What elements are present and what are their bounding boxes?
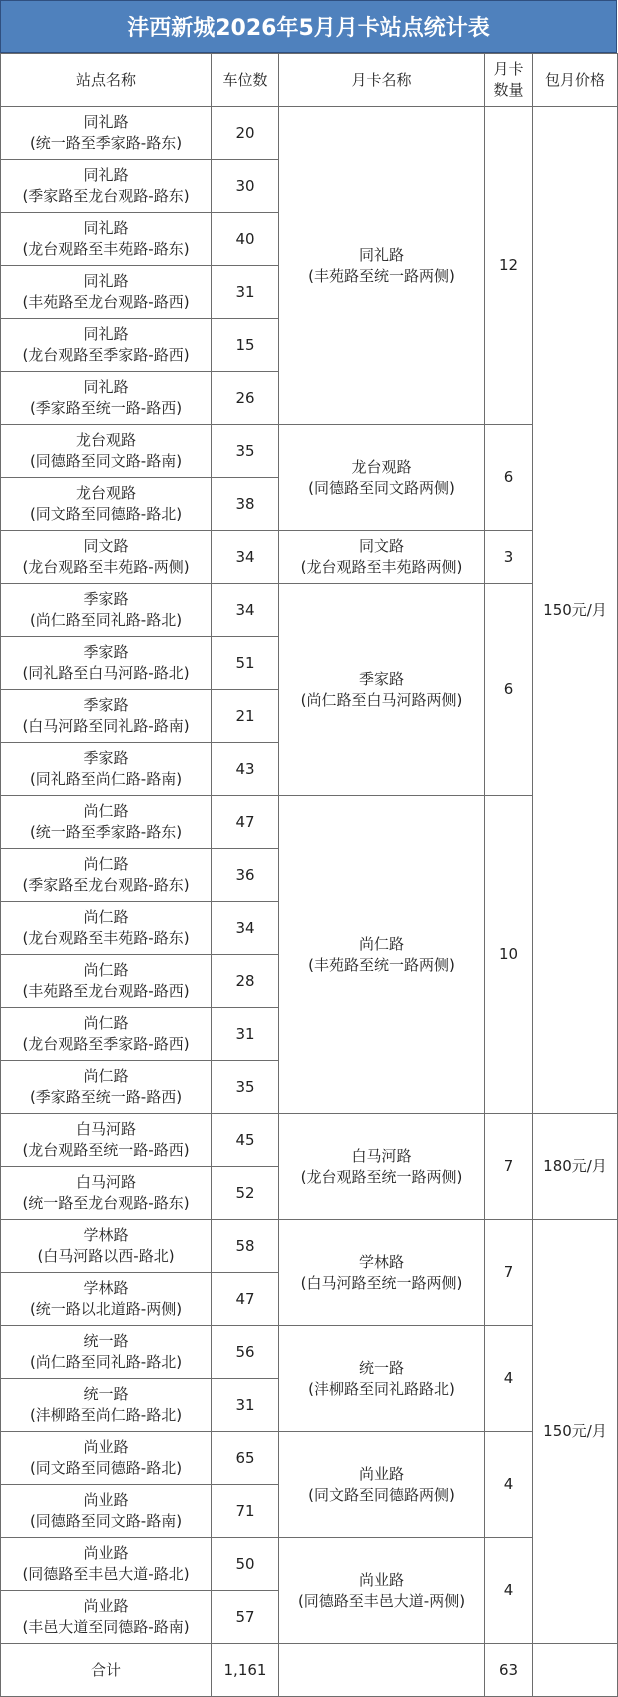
station-name: 尚业路 — [83, 1438, 129, 1456]
card-name-cell — [279, 107, 485, 425]
card-section: (丰苑路至统一路两侧) — [308, 955, 455, 974]
station-name-cell — [1, 849, 212, 902]
spaces-cell: 30 — [212, 160, 279, 213]
card-count-cell: 4 — [485, 1538, 533, 1644]
station-name-cell — [1, 266, 212, 319]
card-count-cell: 10 — [485, 796, 533, 1114]
header-card-name: 月卡名称 — [279, 54, 485, 107]
spaces-cell: 15 — [212, 319, 279, 372]
card-count-cell: 3 — [485, 531, 533, 584]
station-section: (同德路至同文路-路南) — [29, 452, 183, 470]
station-name-cell — [1, 743, 212, 796]
station-name: 尚业路 — [83, 1491, 129, 1509]
station-name: 同礼路 — [83, 378, 129, 396]
card-name: 季家路 — [358, 669, 404, 688]
station-name: 季家路 — [83, 590, 129, 608]
station-section: (同德路至丰邑大道-路北) — [22, 1565, 190, 1583]
spaces-cell: 38 — [212, 478, 279, 531]
station-section: (季家路至统一路-路西) — [29, 1088, 183, 1106]
station-name-cell — [1, 1167, 212, 1220]
total-label: 合计 — [1, 1644, 212, 1697]
card-name-cell — [279, 425, 485, 531]
card-section: (同德路至同文路两侧) — [308, 478, 455, 497]
total-price-empty — [533, 1644, 618, 1697]
station-name: 同礼路 — [83, 113, 129, 131]
spaces-cell: 47 — [212, 1273, 279, 1326]
card-section: (同德路至丰邑大道-两侧) — [297, 1591, 466, 1610]
card-section: (同文路至同德路两侧) — [308, 1485, 455, 1504]
spaces-cell: 26 — [212, 372, 279, 425]
station-name: 同文路 — [83, 537, 129, 555]
station-section: (同文路至同德路-路北) — [29, 1459, 183, 1477]
station-name: 尚业路 — [83, 1597, 129, 1615]
spaces-cell: 34 — [212, 584, 279, 637]
card-name: 统一路 — [358, 1358, 404, 1377]
station-name-cell — [1, 796, 212, 849]
station-name-cell — [1, 531, 212, 584]
spaces-cell: 20 — [212, 107, 279, 160]
station-name-cell — [1, 1008, 212, 1061]
station-section: (龙台观路至季家路-路西) — [22, 346, 190, 364]
spaces-cell: 65 — [212, 1432, 279, 1485]
total-card-name-empty — [279, 1644, 485, 1697]
station-section: (龙台观路至丰苑路-路东) — [22, 929, 190, 947]
spaces-cell: 21 — [212, 690, 279, 743]
price-cell: 150元/月 — [533, 1220, 618, 1644]
table-row — [1, 1432, 618, 1485]
card-count-cell: 12 — [485, 107, 533, 425]
station-section: (丰苑路至龙台观路-路西) — [22, 293, 190, 311]
table-row — [1, 796, 618, 849]
station-section: (同礼路至白马河路-路北) — [22, 664, 190, 682]
card-section: (白马河路至统一路两侧) — [300, 1273, 463, 1292]
card-name-cell — [279, 531, 485, 584]
station-section: (尚仁路至同礼路-路北) — [29, 611, 183, 629]
station-section: (统一路至龙台观路-路东) — [22, 1194, 190, 1212]
header-card-count-line2: 数量 — [493, 81, 524, 99]
station-name-cell — [1, 319, 212, 372]
station-name: 同礼路 — [83, 166, 129, 184]
spaces-cell: 31 — [212, 1008, 279, 1061]
station-section: (丰邑大道至同德路-路南) — [22, 1618, 190, 1636]
station-name: 白马河路 — [75, 1120, 136, 1138]
header-card-count — [485, 54, 533, 107]
station-name-cell — [1, 902, 212, 955]
table-row — [1, 1326, 618, 1379]
card-name-cell — [279, 1326, 485, 1432]
card-name: 尚业路 — [358, 1464, 404, 1483]
price-cell: 180元/月 — [533, 1114, 618, 1220]
card-name-cell — [279, 1220, 485, 1326]
card-count-cell: 7 — [485, 1220, 533, 1326]
station-name: 统一路 — [83, 1332, 129, 1350]
station-section: (龙台观路至季家路-路西) — [22, 1035, 190, 1053]
station-name: 尚仁路 — [83, 961, 129, 979]
station-name-cell — [1, 372, 212, 425]
card-name-cell — [279, 584, 485, 796]
station-section: (统一路至季家路-路东) — [29, 134, 183, 152]
total-row — [1, 1644, 618, 1697]
station-name: 尚仁路 — [83, 802, 129, 820]
card-name: 白马河路 — [351, 1146, 412, 1165]
station-section: (尚仁路至同礼路-路北) — [29, 1353, 183, 1371]
station-name: 同礼路 — [83, 219, 129, 237]
station-name-cell — [1, 1061, 212, 1114]
total-card-count: 63 — [485, 1644, 533, 1697]
card-name: 龙台观路 — [351, 457, 412, 476]
card-section: (龙台观路至丰苑路两侧) — [300, 558, 463, 576]
station-name: 尚仁路 — [83, 908, 129, 926]
spaces-cell: 34 — [212, 902, 279, 955]
sheet-title: 沣西新城2026年5月月卡站点统计表 — [0, 0, 617, 53]
card-count-cell: 4 — [485, 1326, 533, 1432]
station-name: 尚仁路 — [83, 1067, 129, 1085]
card-section: (尚仁路至白马河路两侧) — [300, 690, 463, 709]
station-section: (白马河路以西-路北) — [37, 1247, 175, 1265]
card-name: 同文路 — [358, 537, 404, 555]
header-card-count-line1: 月卡 — [493, 60, 524, 78]
card-section: (龙台观路至统一路两侧) — [300, 1167, 463, 1186]
table-body — [1, 107, 618, 1697]
total-spaces: 1,161 — [212, 1644, 279, 1697]
table-row — [1, 531, 618, 584]
station-name-cell — [1, 478, 212, 531]
card-name: 学林路 — [358, 1252, 404, 1271]
spaces-cell: 31 — [212, 266, 279, 319]
spaces-cell: 47 — [212, 796, 279, 849]
station-name-cell — [1, 1591, 212, 1644]
spaces-cell: 28 — [212, 955, 279, 1008]
card-count-cell: 7 — [485, 1114, 533, 1220]
spaces-cell: 58 — [212, 1220, 279, 1273]
price-cell: 150元/月 — [533, 107, 618, 1114]
table-row — [1, 584, 618, 637]
station-section: (统一路至季家路-路东) — [29, 823, 183, 841]
spaces-cell: 51 — [212, 637, 279, 690]
station-name-cell — [1, 1432, 212, 1485]
station-name-cell — [1, 584, 212, 637]
station-name-cell — [1, 107, 212, 160]
card-name-cell — [279, 1114, 485, 1220]
header-spaces: 车位数 — [212, 54, 279, 107]
station-name-cell — [1, 425, 212, 478]
station-name: 尚业路 — [83, 1544, 129, 1562]
card-section: (沣柳路至同礼路路北) — [308, 1379, 455, 1398]
spaces-cell: 50 — [212, 1538, 279, 1591]
station-name-cell — [1, 955, 212, 1008]
station-name-cell — [1, 1326, 212, 1379]
station-name: 学林路 — [83, 1279, 129, 1297]
card-name-cell — [279, 1538, 485, 1644]
station-name-cell — [1, 637, 212, 690]
spaces-cell: 71 — [212, 1485, 279, 1538]
card-name: 尚业路 — [358, 1570, 404, 1589]
station-name-cell — [1, 1220, 212, 1273]
station-name: 学林路 — [83, 1226, 129, 1244]
spaces-cell: 56 — [212, 1326, 279, 1379]
station-section: (龙台观路至统一路-路西) — [22, 1141, 190, 1159]
header-station-name: 站点名称 — [1, 54, 212, 107]
spaces-cell: 40 — [212, 213, 279, 266]
station-name-cell — [1, 690, 212, 743]
table-row — [1, 425, 618, 478]
card-section: (丰苑路至统一路两侧) — [308, 266, 455, 285]
station-name: 尚仁路 — [83, 855, 129, 873]
table-row — [1, 1114, 618, 1167]
spaces-cell: 45 — [212, 1114, 279, 1167]
station-name-cell — [1, 160, 212, 213]
station-name-cell — [1, 1379, 212, 1432]
station-section: (季家路至龙台观路-路东) — [22, 187, 190, 205]
card-name: 尚仁路 — [358, 934, 404, 953]
station-section: (同文路至同德路-路北) — [29, 505, 183, 523]
table-row — [1, 1220, 618, 1273]
station-name-cell — [1, 1485, 212, 1538]
card-name-cell — [279, 796, 485, 1114]
station-name-cell — [1, 1114, 212, 1167]
station-name: 白马河路 — [75, 1173, 136, 1191]
card-name-cell — [279, 1432, 485, 1538]
spaces-cell: 52 — [212, 1167, 279, 1220]
spaces-cell: 35 — [212, 425, 279, 478]
spaces-cell: 34 — [212, 531, 279, 584]
station-name-cell — [1, 1273, 212, 1326]
header-price: 包月价格 — [533, 54, 618, 107]
header-row — [1, 54, 618, 107]
stats-table — [0, 53, 618, 1697]
station-name: 季家路 — [83, 643, 129, 661]
station-name-cell — [1, 1538, 212, 1591]
station-section: (季家路至龙台观路-路东) — [22, 876, 190, 894]
station-name: 同礼路 — [83, 272, 129, 290]
card-count-cell: 4 — [485, 1432, 533, 1538]
table-row — [1, 107, 618, 160]
station-section: (沣柳路至尚仁路-路北) — [29, 1406, 183, 1424]
spaces-cell: 36 — [212, 849, 279, 902]
station-section: (同礼路至尚仁路-路南) — [29, 770, 183, 788]
card-count-cell: 6 — [485, 584, 533, 796]
card-count-cell: 6 — [485, 425, 533, 531]
station-name: 季家路 — [83, 696, 129, 714]
station-name: 尚仁路 — [83, 1014, 129, 1032]
station-name: 季家路 — [83, 749, 129, 767]
station-name: 龙台观路 — [75, 431, 136, 449]
station-section: (龙台观路至丰苑路-路东) — [22, 240, 190, 258]
spaces-cell: 57 — [212, 1591, 279, 1644]
spaces-cell: 31 — [212, 1379, 279, 1432]
table-row — [1, 1538, 618, 1591]
station-section: (统一路以北道路-两侧) — [29, 1300, 183, 1318]
station-section: (丰苑路至龙台观路-路西) — [22, 982, 190, 1000]
station-section: (白马河路至同礼路-路南) — [22, 717, 190, 735]
station-name: 统一路 — [83, 1385, 129, 1403]
station-section: (季家路至统一路-路西) — [29, 399, 183, 417]
card-name: 同礼路 — [358, 245, 404, 264]
station-name: 龙台观路 — [75, 484, 136, 502]
station-name: 同礼路 — [83, 325, 129, 343]
station-name-cell — [1, 213, 212, 266]
spaces-cell: 43 — [212, 743, 279, 796]
station-section: (同德路至同文路-路南) — [29, 1512, 183, 1530]
spaces-cell: 35 — [212, 1061, 279, 1114]
station-section: (龙台观路至丰苑路-两侧) — [22, 558, 190, 576]
